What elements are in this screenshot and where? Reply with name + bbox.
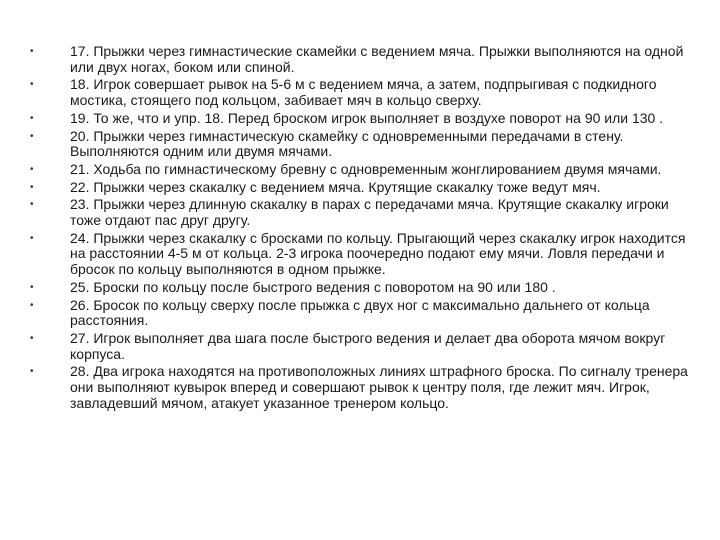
list-item-text: 17. Прыжки через гимнастические скамейки с ведением мяча. Прыжки выполняются на одной или двух ногах, боком или спиной.: [70, 43, 684, 75]
list-item-text: 23. Прыжки через длинную скакалку в парах с передачами мяча. Крутящие скакалку игроки тоже отдают пас друг другу.: [70, 196, 669, 229]
bullet-icon: •: [30, 181, 34, 193]
list-item: [30, 77, 690, 108]
bullet-icon: •: [30, 79, 34, 91]
list-item: [30, 44, 690, 75]
exercise-list: [30, 44, 690, 413]
bullet-icon: •: [30, 299, 34, 311]
list-item: [30, 197, 690, 228]
list-item-text: 18. Игрок совершает рывок на 5-6 м с ведением мяча, а затем, подпрыгивая с подкидного мостика, стоящего под кольцом, забивает мяч в кольцо сверху.: [70, 76, 657, 108]
bullet-icon: •: [30, 232, 34, 244]
list-item: [30, 180, 690, 196]
list-item-text: 26. Бросок по кольцу сверху после прыжка с двух ног с максимально дальнего от кольца расстояния.: [70, 296, 650, 329]
list-item-text: 28. Два игрока находятся на противоположных линиях штрафного броска. По сигналу тренера они выполняют кувырок вперед и совершают рывок к центру поля, где лежит мяч. Игрок, завладевший мячом, атакует указанное тренером кольцо.: [70, 363, 688, 411]
bullet-icon: •: [30, 199, 34, 211]
bullet-icon: •: [30, 112, 34, 124]
list-item: [30, 331, 690, 362]
list-item-text: 25. Броски по кольцу после быстрого ведения с поворотом на 90 или 180 .: [70, 278, 556, 295]
list-item: [30, 129, 690, 160]
list-item-text: 24. Прыжки через скакалку с бросками по кольцу. Прыгающий через скакалку игрок находится на расстоянии 4-5 м от кольца. 2-3 игрока поочередно подают ему мячи. Ловля передачи и бросок по кольцу выполняются в одном прыжке.: [70, 229, 686, 278]
list-item: [30, 162, 690, 178]
bullet-icon: •: [30, 46, 34, 57]
list-item: [30, 364, 690, 411]
list-item: [30, 280, 690, 296]
list-item: [30, 231, 690, 278]
bullet-icon: •: [30, 366, 34, 378]
list-item-text: 21. Ходьба по гимнастическому бревну с одновременным жонглированием двумя мячами.: [70, 160, 662, 177]
list-item-text: 20. Прыжки через гимнастическую скамейку с одновременными передачами в стену. Выполняются одним или двумя мячами.: [70, 127, 624, 160]
bullet-icon: •: [30, 163, 34, 175]
list-item-text: 27. Игрок выполняет два шага после быстрого ведения и делает два оборота мячом вокруг корпуса.: [70, 329, 666, 362]
bullet-icon: •: [30, 130, 34, 142]
bullet-icon: •: [30, 281, 34, 293]
list-item-text: 22. Прыжки через скакалку с ведением мяча. Крутящие скакалку тоже ведут мяч.: [70, 178, 601, 195]
list-item-text: 19. То же, что и упр. 18. Перед броском игрок выполняет в воздухе поворот на 90 или 130 .: [70, 109, 664, 126]
bullet-icon: •: [30, 332, 34, 344]
list-item: [30, 111, 690, 127]
list-item: [30, 298, 690, 329]
